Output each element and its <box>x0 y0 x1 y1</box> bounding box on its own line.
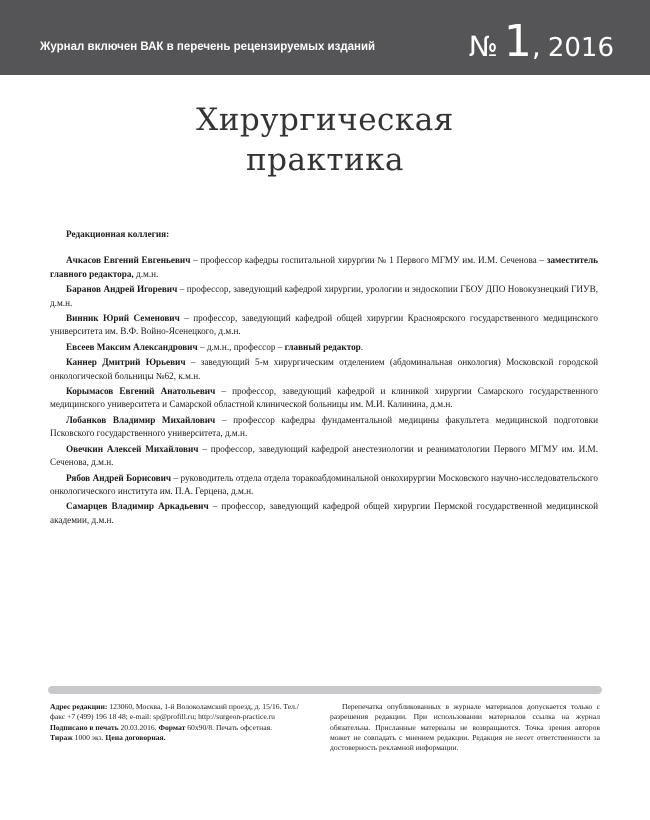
address-text: 123060, Москва, 1-й Волоколамский проезд, д. 15/16. Тел./факс +7 (499) 196 18 48; e-mail: sp@profill.ru; http://surgeon-practice.ru <box>50 702 299 722</box>
member-description: – руководитель отдела отдела торакоабдоминальной онкохирургии Московского научно-исследовательского онкологического института им. П.А. Герцена, д.м.н. <box>50 472 598 496</box>
address-label: Адрес редакции: <box>50 702 108 711</box>
member-description: – профессор, заведующий кафедрой хирургии, урологии и эндоскопии ГБОУ ДПО Новокузнецкий ГИУВ, д.м.н. <box>50 284 598 308</box>
journal-title-line2: практика <box>245 142 405 178</box>
member-name: Корымасов Евгений Анатольевич <box>66 386 216 397</box>
member-name: Евсеев Максим Александрович <box>66 341 198 352</box>
print-label: Подписано в печать <box>50 722 119 732</box>
format-label: Формат <box>158 722 186 732</box>
member-degree: д.м.н. <box>133 268 159 279</box>
member-role: главный редактор <box>284 341 361 352</box>
journal-title-line1: Хирургическая <box>196 102 454 138</box>
board-member <box>50 472 598 499</box>
board-member <box>50 341 598 354</box>
board-member <box>50 385 598 412</box>
board-member <box>50 356 598 383</box>
editorial-board <box>50 228 598 529</box>
member-description: – профессор, заведующий кафедрой анестезиологии и реаниматологии Первого МГМУ им. И.М. Сеченова, д.м.н. <box>50 443 598 468</box>
member-description: – д.м.н., профессор – <box>197 341 285 352</box>
issue-num: 1 <box>503 16 532 67</box>
issue-comma: , <box>531 30 541 63</box>
member-role: заместитель главного редактора, <box>50 255 598 279</box>
imprint <box>50 702 312 743</box>
board-member <box>50 283 598 310</box>
member-name: Винник Юрий Семенович <box>66 313 180 324</box>
member-description: – заведующий 5-м хирургическим отделением (абдоминальная онкология) Московской городской онкологической больницы №62, к.м.н. <box>50 357 598 381</box>
board-heading: Редакционная коллегия: <box>66 229 170 239</box>
circulation-label: Тираж <box>50 732 73 742</box>
member-description: – профессор кафедры фундаментальной медицины факультета медицинской подготовки Псковского государственного университета, д.м.н. <box>50 414 599 439</box>
member-name: Овечкин Алексей Михайлович <box>66 443 199 454</box>
member-name: Лобанков Владимир Михайлович <box>66 414 216 425</box>
member-description: – профессор, заведующий кафедрой и клиникой хирургии Самарского государственного медицинского университета и Самарской областной клинической больницы им. М.И. Калинина, д.м.н. <box>50 386 598 410</box>
board-member <box>50 312 598 339</box>
price-text: Цена договорная. <box>105 732 166 742</box>
member-name: Самарцев Владимир Аркадьевич <box>66 501 209 512</box>
issue-sign: № <box>468 30 498 63</box>
vak-note: Журнал включен ВАК в перечень рецензируемых изданий <box>40 41 376 53</box>
member-degree: . <box>360 341 364 352</box>
circulation-text: 1000 экз. <box>72 732 106 742</box>
board-member <box>50 443 598 470</box>
member-name: Рябов Андрей Борисович <box>66 472 172 483</box>
print-date: 20.03.2016. <box>118 722 159 732</box>
reprint-notice: Перепечатка опубликованных в журнале материалов допускается только с разрешения редакции. При использовании материалов ссылка на журнал обязательна. Присланные материалы не возвращаются. Точка зрения авторов может не совпадать с мнением редакции. Редакция не несет ответственности за достоверность рекламной информации. <box>330 702 600 753</box>
member-description: – профессор, заведующий кафедрой общей хирургии Красноярского государственного медицинского университета им. В.Ф. Войно-Ясенецкого, д.м.н. <box>50 313 598 337</box>
format-text: 60х90/8. Печать офсетная. <box>185 722 272 732</box>
journal-title <box>0 100 650 180</box>
issue-number <box>468 16 614 67</box>
header-bar <box>0 0 650 75</box>
member-name: Каннер Дмитрий Юрьевич <box>66 357 186 368</box>
member-description: – профессор, заведующий кафедрой общей хирургии Пермской государственной медицинской академии, д.м.н. <box>50 501 598 525</box>
board-members <box>50 254 598 527</box>
board-member <box>50 500 598 527</box>
issue-year: 2016 <box>547 33 614 63</box>
footer-divider <box>48 686 602 694</box>
member-name: Ачкасов Евгений Евгеньевич <box>66 255 191 266</box>
board-member <box>50 254 598 281</box>
board-member <box>50 414 598 441</box>
member-description: – профессор кафедры госпитальной хирургии № 1 Первого МГМУ им. И.М. Сеченова – <box>190 255 547 266</box>
member-name: Баранов Андрей Игоревич <box>66 284 178 295</box>
